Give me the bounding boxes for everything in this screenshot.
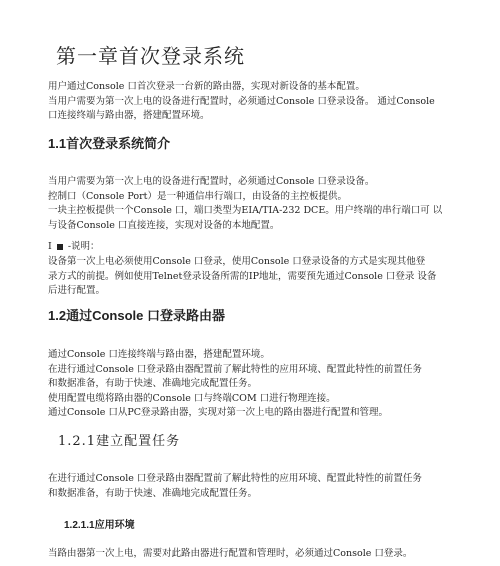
note-label <box>48 240 454 255</box>
section2-line: 通过Console 口从PC登录路由器，实现对第一次上电的路由器进行配置和管理。 <box>48 407 389 418</box>
section1-paragraph <box>48 175 454 233</box>
section1-line: 当用户需要为第一次上电的设备进行配置时，必须通过Console 口登录设备。 <box>48 176 375 187</box>
note-prefix: I <box>48 241 52 252</box>
section-heading-1-2: 1.2通过Console 口登录路由器 <box>48 308 225 323</box>
chapter-title: 第一章首次登录系统 <box>56 44 245 68</box>
section2-line: 使用配置电缆将路由器的Console 口与终端COM 口进行物理连接。 <box>48 392 336 404</box>
section2-line: 通过Console 口连接终端与路由器，搭建配置环境。 <box>48 349 270 360</box>
section-heading-1-2-1-1: 1.2.1.1应用环境 <box>64 520 135 531</box>
section3-line: 在进行通过Console 口登录路由器配置前了解此特性的应用环境、配置此特性的前置任务 <box>48 473 422 484</box>
section-heading-1-2-1: 1.2.1建立配置任务 <box>58 434 181 449</box>
intro-line: 当用户需要为第一次上电的设备进行配置时，必须通过Console 口登录设备。 通过Console <box>48 95 435 107</box>
section1-line: 与设备Console 口直接连接，实现对设备的本地配置。 <box>48 219 280 231</box>
note-line: 录方式的前提。例如使用Telnet登录设备所需的IP地址，需要预先通过Console 口登录 设备 <box>48 270 437 282</box>
note-line: 设备第一次上电必须使用Console 口登录，使用Console 口登录设备的方式是实现其他登 <box>48 256 426 267</box>
intro-line: 用户通过Console 口首次登录一台新的路由器，实现对新设备的基本配置。 <box>48 81 365 92</box>
section4-line: 当路由器第一次上电，需要对此路由器进行配置和管理时，必须通过Console 口登录。 <box>48 548 413 559</box>
note-paragraph <box>48 255 454 299</box>
section2-line: 在进行通过Console 口登录路由器配置前了解此特性的应用环境、配置此特性的前置任务 <box>48 363 422 375</box>
section-heading-1-1: 1.1首次登录系统简介 <box>48 136 171 151</box>
section3-line: 和数据准备，有助于快速、准确地完成配置任务。 <box>48 487 258 499</box>
note-icon <box>57 244 63 250</box>
section2-paragraph <box>48 348 454 421</box>
note-line: 后进行配置。 <box>48 285 106 296</box>
section2-line: 和数据准备，有助于快速、准确地完成配置任务。 <box>48 378 258 389</box>
intro-line: 口连接终端与路由器，搭建配置环境。 <box>48 110 210 121</box>
section1-line: 控制口（Console Port）是一种通信串行端口，由设备的主控板提供。 <box>48 190 347 202</box>
note-label-text: -说明： <box>67 241 100 252</box>
intro-paragraph <box>48 80 454 124</box>
section3-paragraph <box>48 472 454 501</box>
section4-paragraph <box>48 547 454 562</box>
section1-line: 一块主控板提供一个Console 口，端口类型为EIA/TIA-232 DCE。用户终端的串行端口可 以 <box>48 205 443 216</box>
